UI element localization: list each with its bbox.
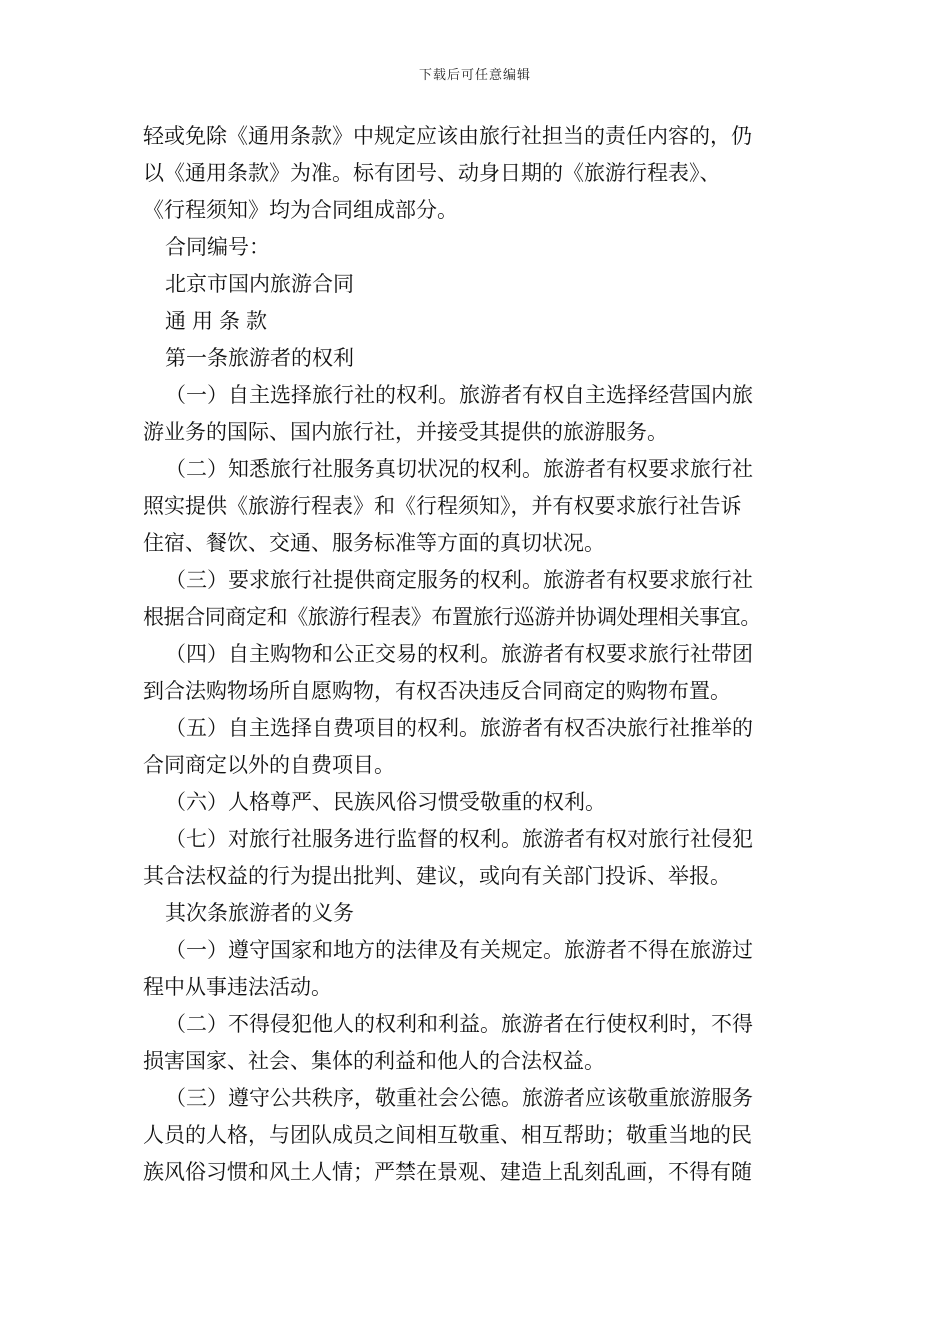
- text-line: （五）自主选择自费项目的权利。旅游者有权否决旅行社推举的: [165, 716, 753, 740]
- document-body: [143, 118, 808, 1191]
- text-line: 游业务的国际、国内旅行社，并接受其提供的旅游服务。: [143, 420, 668, 444]
- text-line: 损害国家、社会、集体的利益和他人的合法权益。: [143, 1049, 605, 1073]
- page-header: 下载后可任意编辑: [418, 68, 531, 83]
- text-line: 轻或免除《通用条款》中规定应该由旅行社担当的责任内容的，仍: [143, 124, 752, 148]
- text-line: 到合法购物场所自愿购物，有权否决违反合同商定的购物布置。: [143, 679, 731, 703]
- text-line: （四）自主购物和公正交易的权利。旅游者有权要求旅行社带团: [165, 642, 753, 666]
- text-line: （一）遵守国家和地方的法律及有关规定。旅游者不得在旅游过: [165, 938, 753, 962]
- text-line: （七）对旅行社服务进行监督的权利。旅游者有权对旅行社侵犯: [165, 827, 753, 851]
- text-line: 以《通用条款》为准。标有团号、动身日期的《旅游行程表》、: [143, 161, 721, 185]
- text-line: （三）要求旅行社提供商定服务的权利。旅游者有权要求旅行社: [165, 568, 753, 592]
- text-line: 其次条旅游者的义务: [165, 901, 354, 925]
- text-line: 程中从事违法活动。: [143, 975, 332, 999]
- text-line: 通用条款: [165, 309, 273, 333]
- text-line: （一）自主选择旅行社的权利。旅游者有权自主选择经营国内旅: [165, 383, 753, 407]
- text-line: 其合法权益的行为提出批判、建议，或向有关部门投诉、举报。: [143, 864, 731, 888]
- text-line: （二）知悉旅行社服务真切状况的权利。旅游者有权要求旅行社: [165, 457, 753, 481]
- text-line: 族风俗习惯和风土人情；严禁在景观、建造上乱刻乱画，不得有随: [143, 1160, 752, 1184]
- text-line: 第一条旅游者的权利: [165, 346, 354, 370]
- text-line: （二）不得侵犯他人的权利和利益。旅游者在行使权利时，不得: [165, 1012, 753, 1036]
- text-line: 根据合同商定和《旅游行程表》布置旅行巡游并协调处理相关事宜。: [143, 605, 761, 629]
- text-line: 北京市国内旅游合同: [165, 272, 354, 296]
- text-line: 合同编号：: [165, 235, 270, 259]
- text-line: 合同商定以外的自费项目。: [143, 753, 395, 777]
- text-line: 《行程须知》均为合同组成部分。: [143, 198, 458, 222]
- text-line: 人员的人格，与团队成员之间相互敬重、相互帮助；敬重当地的民: [143, 1123, 752, 1147]
- text-line: 照实提供《旅游行程表》和《行程须知》，并有权要求旅行社告诉: [143, 494, 742, 518]
- text-line: （六）人格尊严、民族风俗习惯受敬重的权利。: [165, 790, 606, 814]
- text-line: （三）遵守公共秩序，敬重社会公德。旅游者应该敬重旅游服务: [165, 1086, 753, 1110]
- text-line: 住宿、餐饮、交通、服务标准等方面的真切状况。: [143, 531, 605, 555]
